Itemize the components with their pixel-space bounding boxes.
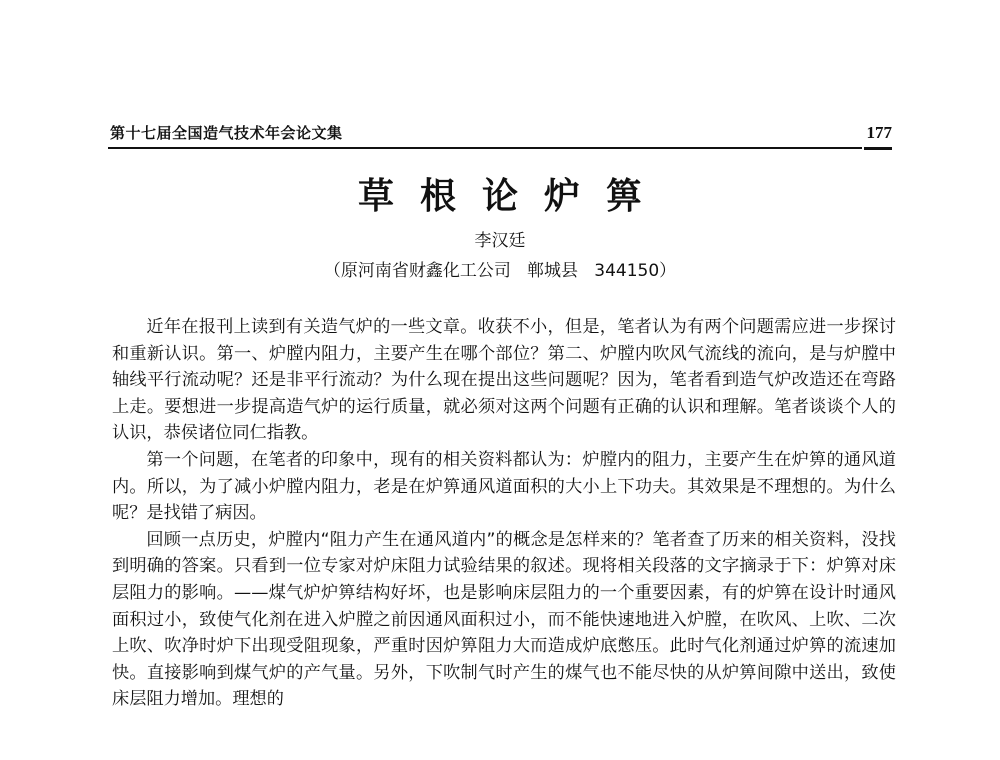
paragraph: 回顾一点历史，炉膛内“阻力产生在通风道内”的概念是怎样来的？笔者查了历来的相关资料，没找到明确的答案。只看到一位专家对炉床阻力试验结果的叙述。现将相关段落的文字摘录于下：炉箅对床层阻力的影响。——煤气炉炉箅结构好坏，也是影响床层阻力的一个重要因素，有的炉箅在设计时通风面积过小，致使气化剂在进入炉膛之前因通风面积过小，而不能快速地进入炉膛，在吹风、上吹、二次上吹、吹净时炉下出现受阻现象，严重时因炉箅阻力大而造成炉底憋压。此时气化剂通过炉箅的流速加快。直接影响到煤气炉的产气量。另外，下吹制气时产生的煤气也不能尽快的从炉箅间隙中送出，致使床层阻力增加。理想的 (112, 529, 896, 710)
author-affiliation: （原河南省财鑫化工公司 郸城县 344150） (323, 261, 677, 281)
article-title: 草根论炉箅 (357, 175, 668, 217)
paragraph: 近年在报刊上读到有关造气炉的一些文章。收获不小，但是，笔者认为有两个问题需应进一步探讨和重新认识。第一、炉膛内阻力，主要产生在哪个部位？第二、炉膛内吹风气流线的流向，是与炉膛中轴线平行流动呢？还是非平行流动？为什么现在提出这些问题呢？因为，笔者看到造气炉改造还在弯路上走。要想进一步提高造气炉的运行质量，就必须对这两个问题有正确的认识和理解。笔者谈谈个人的认识，恭侯诸位同仁指教。 (112, 317, 896, 444)
author-name: 李汉廷 (474, 231, 526, 251)
journal-name: 第十七届全国造气技术年会论文集 (110, 124, 343, 142)
paragraph: 第一个问题，在笔者的印象中，现有的相关资料都认为：炉膛内的阻力，主要产生在炉箅的通风道内。所以，为了减小炉膛内阻力，老是在炉箅通风道面积的大小上下功夫。其效果是不理想的。为什么呢？是找错了病因。 (112, 449, 896, 524)
page-number: 177 (866, 123, 892, 142)
article-body (112, 314, 896, 713)
running-header (108, 112, 892, 152)
page-number-rule (864, 147, 892, 150)
header-rule (108, 147, 862, 149)
